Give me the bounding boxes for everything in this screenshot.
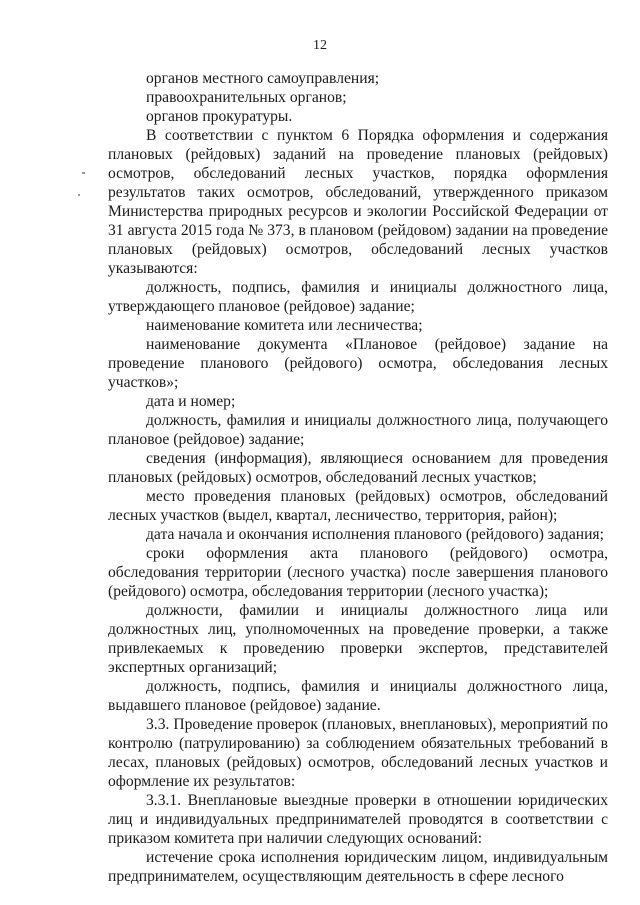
paragraph: наименование документа «Плановое (рейдовое) задание на проведение планового (рейдового) осмотра, обследования лесных участков»; — [108, 336, 608, 391]
paragraph: дата и номер; — [146, 393, 236, 410]
paragraph: наименование комитета или лесничества; — [146, 317, 423, 334]
paragraph: истечение срока исполнения юридическим лицом, индивидуальным предпринимателем, осуществляющим деятельность в сфере лесного — [108, 849, 608, 885]
paragraph: место проведения плановых (рейдовых) осмотров, обследований лесных участков (выдел, квартал, лесничество, территория, район); — [108, 488, 608, 524]
paragraph: 3.3. Проведение проверок (плановых, внеплановых), мероприятий по контролю (патрулированию) за соблюдением обязательных требований в лесах, плановых (рейдовых) осмотров, обследований лесных участков и оформление их результатов: — [108, 716, 608, 790]
document-body — [108, 69, 608, 886]
paragraph: 3.3.1. Внеплановые выездные проверки в отношении юридических лиц и индивидуальных предпринимателей проводятся в соответствии с приказом комитета при наличии следующих оснований: — [108, 792, 608, 847]
paragraph: должность, подпись, фамилия и инициалы должностного лица, утверждающего плановое (рейдовое) задание; — [108, 279, 608, 315]
paragraph: правоохранительных органов; — [146, 89, 347, 106]
paragraph: органов местного самоуправления; — [146, 70, 380, 87]
scan-artifact — [82, 172, 85, 174]
paragraph: сведения (информация), являющиеся основанием для проведения плановых (рейдовых) осмотров, обследований лесных участков; — [108, 450, 608, 486]
page-number: 12 — [313, 38, 327, 53]
paragraph: сроки оформления акта планового (рейдового) осмотра, обследования территории (лесного участка) после завершения планового (рейдового) осмотра, обследования территории (лесного участка); — [108, 545, 608, 600]
paragraph: должности, фамилии и инициалы должностного лица или должностных лиц, уполномоченных на проведение проверки, а также привлекаемых к проведению проверки экспертов, представителей экспертных организаций; — [108, 602, 608, 676]
paragraph: должность, фамилия и инициалы должностного лица, получающего плановое (рейдовое) задание; — [108, 412, 608, 448]
paragraph: органов прокуратуры. — [146, 108, 293, 125]
paragraph: В соответствии с пунктом 6 Порядка оформления и содержания плановых (рейдовых) заданий на проведение плановых (рейдовых) осмотров, обследований лесных участков, порядка оформления результатов таких осмотров, обследований, утвержденного приказом Министерства природных ресурсов и экологии Российской Федерации от 31 августа 2015 года № 373, в плановом (рейдовом) задании на проведение плановых (рейдовых) осмотров, обследований лесных участков указываются: — [108, 127, 608, 277]
paragraph: дата начала и окончания исполнения планового (рейдового) задания; — [146, 526, 604, 543]
paragraph: должность, подпись, фамилия и инициалы должностного лица, выдавшего плановое (рейдовое) задание. — [108, 678, 608, 714]
scan-artifact — [78, 194, 80, 196]
